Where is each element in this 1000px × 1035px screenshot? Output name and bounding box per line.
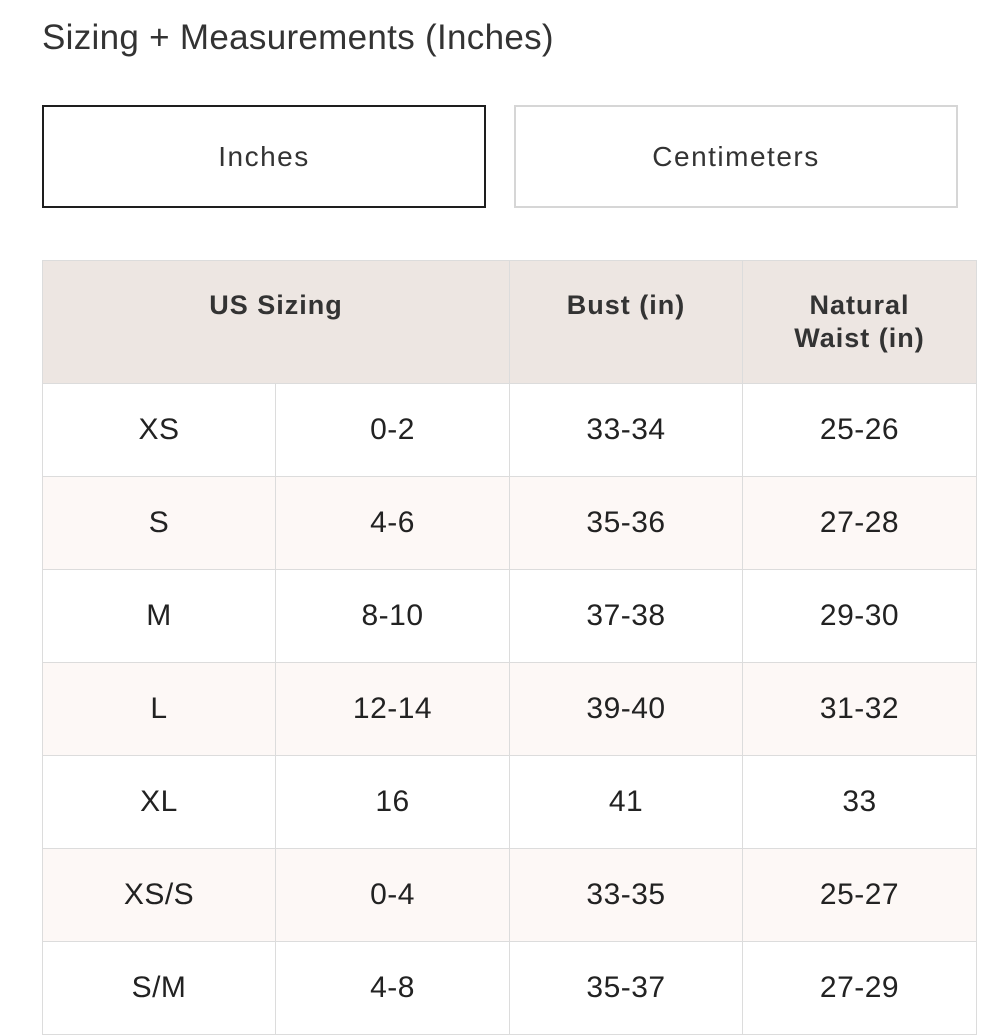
us-size-cell: 12-14 <box>276 663 510 756</box>
us-size-cell: 8-10 <box>276 570 510 663</box>
size-label-cell: S <box>43 477 276 570</box>
natural-waist-cell: 33 <box>743 756 977 849</box>
bust-cell: 33-34 <box>510 384 743 477</box>
natural-waist-cell: 27-28 <box>743 477 977 570</box>
centimeters-toggle-button[interactable] <box>514 105 958 208</box>
us-sizing-header: US Sizing <box>43 261 510 384</box>
table-row <box>43 663 977 756</box>
bust-cell: 41 <box>510 756 743 849</box>
natural-waist-header-line2: Waist (in) <box>794 323 925 353</box>
table-body <box>43 384 977 1035</box>
bust-cell: 39-40 <box>510 663 743 756</box>
natural-waist-cell: 25-26 <box>743 384 977 477</box>
table-row <box>43 942 977 1035</box>
us-size-cell: 4-8 <box>276 942 510 1035</box>
table-row <box>43 384 977 477</box>
size-label-cell: S/M <box>43 942 276 1035</box>
centimeters-toggle-label: Centimeters <box>652 140 820 172</box>
us-size-cell: 0-2 <box>276 384 510 477</box>
bust-cell: 35-36 <box>510 477 743 570</box>
bust-cell: 37-38 <box>510 570 743 663</box>
bust-cell: 33-35 <box>510 849 743 942</box>
size-label-cell: L <box>43 663 276 756</box>
size-chart-table <box>42 260 977 1035</box>
inches-toggle-label: Inches <box>218 140 310 172</box>
us-size-cell: 16 <box>276 756 510 849</box>
natural-waist-header <box>743 261 977 384</box>
natural-waist-cell: 27-29 <box>743 942 977 1035</box>
size-label-cell: M <box>43 570 276 663</box>
table-row <box>43 756 977 849</box>
table-row <box>43 477 977 570</box>
table-header-row <box>43 261 977 384</box>
us-size-cell: 4-6 <box>276 477 510 570</box>
us-size-cell: 0-4 <box>276 849 510 942</box>
size-label-cell: XS/S <box>43 849 276 942</box>
page-title: Sizing + Measurements (Inches) <box>42 18 554 57</box>
bust-cell: 35-37 <box>510 942 743 1035</box>
size-label-cell: XL <box>43 756 276 849</box>
natural-waist-cell: 25-27 <box>743 849 977 942</box>
size-label-cell: XS <box>43 384 276 477</box>
bust-header: Bust (in) <box>510 261 743 384</box>
natural-waist-header-line1: Natural <box>809 290 910 320</box>
inches-toggle-button[interactable] <box>42 105 486 208</box>
natural-waist-cell: 31-32 <box>743 663 977 756</box>
natural-waist-cell: 29-30 <box>743 570 977 663</box>
table-row <box>43 849 977 942</box>
table-row <box>43 570 977 663</box>
